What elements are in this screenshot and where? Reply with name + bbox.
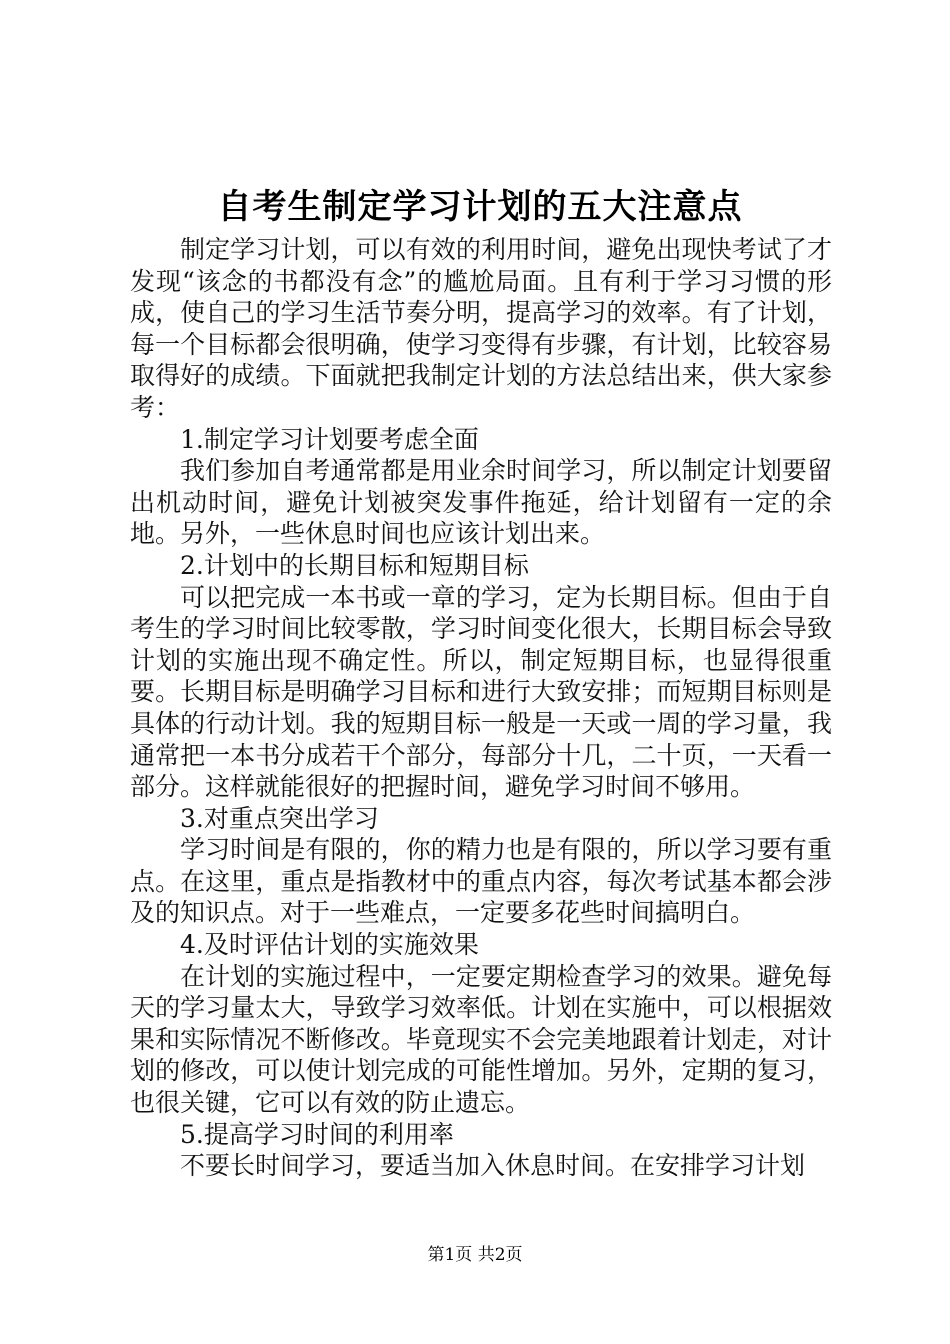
section-heading-4: 4.及时评估计划的实施效果 — [180, 930, 479, 960]
section-body-4: 在计划的实施过程中，一定要定期检查学习的效果。避免每天的学习量太大，导致学习效率低。计划在实施中，可以根据效果和实际情况不断修改。毕竟现实不会完美地跟着计划走，对计划的修改，可以使计划完成的可能性增加。另外，定期的复习，也很关键，它可以有效的防止遗忘。 — [130, 961, 832, 1118]
section-body-2: 可以把完成一本书或一章的学习，定为长期目标。但由于自考生的学习时间比较零散，学习时间变化很大，长期目标会导致计划的实施出现不确定性。所以，制定短期目标，也显得很重要。长期目标是明确学习目标和进行大致安排；而短期目标则是具体的行动计划。我的短期目标一般是一天或一周的学习量，我通常把一本书分成若干个部分，每部分十几，二十页，一天看一部分。这样就能很好的把握时间，避免学习时间不够用。 — [130, 582, 832, 802]
document-body — [130, 234, 832, 1182]
section-heading-2: 2.计划中的长期目标和短期目标 — [180, 550, 529, 580]
section-heading-3: 3.对重点突出学习 — [180, 803, 379, 833]
section-heading-1: 1.制定学习计划要考虑全面 — [180, 424, 479, 454]
section-body-5: 不要长时间学习，要适当加入休息时间。在安排学习计划 — [180, 1151, 806, 1181]
page-number-footer: 第1页 共2页 — [427, 1245, 523, 1265]
document-title: 自考生制定学习计划的五大注意点 — [217, 187, 743, 227]
intro-paragraph: 制定学习计划，可以有效的利用时间，避免出现快考试了才发现“该念的书都没有念”的尴尬局面。且有利于学习习惯的形成，使自己的学习生活节奏分明，提高学习的效率。有了计划，每一个目标都会很明确，使学习变得有步骤，有计划，比较容易取得好的成绩。下面就把我制定计划的方法总结出来，供大家参考： — [130, 235, 832, 422]
section-body-1: 我们参加自考通常都是用业余时间学习，所以制定计划要留出机动时间，避免计划被突发事件拖延，给计划留有一定的余地。另外，一些休息时间也应该计划出来。 — [130, 456, 832, 549]
section-body-3: 学习时间是有限的，你的精力也是有限的，所以学习要有重点。在这里，重点是指教材中的重点内容，每次考试基本都会涉及的知识点。对于一些难点，一定要多花些时间搞明白。 — [130, 835, 832, 928]
section-heading-5: 5.提高学习时间的利用率 — [180, 1119, 454, 1149]
